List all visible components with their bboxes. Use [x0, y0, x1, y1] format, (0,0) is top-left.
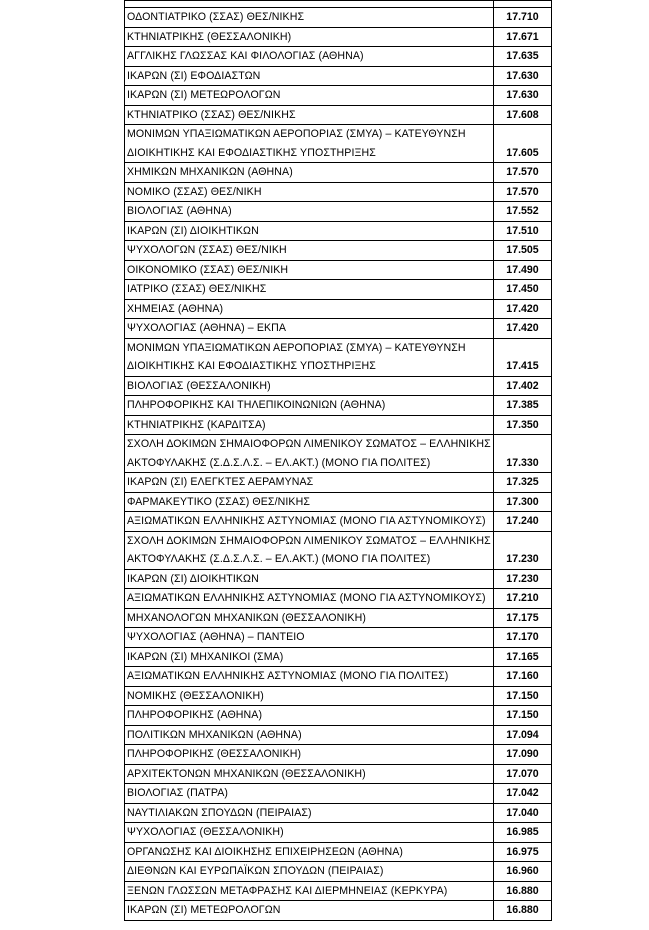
score-value: 17.300	[494, 492, 552, 512]
department-name: ΑΞΙΩΜΑΤΙΚΩΝ ΕΛΛΗΝΙΚΗΣ ΑΣΤΥΝΟΜΙΑΣ (ΜΟΝΟ ΓΙΑ ΠΟΛΙΤΕΣ)	[125, 667, 494, 687]
department-name: ΠΛΗΡΟΦΟΡΙΚΗΣ (ΘΕΣΣΑΛΟΝΙΚΗ)	[125, 745, 494, 765]
score-value: 17.420	[494, 299, 552, 319]
score-value: 17.094	[494, 725, 552, 745]
score-value: 17.608	[494, 105, 552, 125]
department-name: ΜΟΝΙΜΩΝ ΥΠΑΞΙΩΜΑΤΙΚΩΝ ΑΕΡΟΠΟΡΙΑΣ (ΣΜΥΑ) – ΚΑΤΕΥΘΥΝΣΗ ΔΙΟΙΚΗΤΙΚΗΣ ΚΑΙ ΕΦΟΔΙΑΣΤΙΚΗΣ ΥΠΟΣΤΗΡΙΞΗΣ	[125, 338, 494, 376]
department-name: ΜΗΧΑΝΟΛΟΓΩΝ ΜΗΧΑΝΙΚΩΝ (ΘΕΣΣΑΛΟΝΙΚΗ)	[125, 608, 494, 628]
department-name: ΟΙΚΟΝΟΜΙΚΟ (ΣΣΑΣ) ΘΕΣ/ΝΙΚΗ	[125, 260, 494, 280]
score-value: 17.350	[494, 415, 552, 435]
table-row	[125, 473, 552, 493]
department-name: ΙΑΤΡΙΚΟ (ΣΣΑΣ) ΘΕΣ/ΝΙΚΗΣ	[125, 280, 494, 300]
score-value: 17.490	[494, 260, 552, 280]
score-value: 17.385	[494, 396, 552, 416]
department-name: ΙΚΑΡΩΝ (ΣΙ) ΕΦΟΔΙΑΣΤΩΝ	[125, 66, 494, 86]
score-value: 16.975	[494, 842, 552, 862]
table-row	[125, 319, 552, 339]
table-row	[125, 27, 552, 47]
score-value: 17.510	[494, 221, 552, 241]
table-row	[125, 862, 552, 882]
department-name: ΞΕΝΩΝ ΓΛΩΣΣΩΝ ΜΕΤΑΦΡΑΣΗΣ ΚΑΙ ΔΙΕΡΜΗΝΕΙΑΣ (ΚΕΡΚΥΡΑ)	[125, 881, 494, 901]
table-row	[125, 667, 552, 687]
table-row	[125, 608, 552, 628]
table-row	[125, 47, 552, 67]
score-value: 17.635	[494, 47, 552, 67]
department-cell	[125, 1, 494, 8]
table-row	[125, 784, 552, 804]
score-value: 17.330	[494, 435, 552, 473]
department-name: ΠΟΛΙΤΙΚΩΝ ΜΗΧΑΝΙΚΩΝ (ΑΘΗΝΑ)	[125, 725, 494, 745]
department-name: ΟΔΟΝΤΙΑΤΡΙΚΟ (ΣΣΑΣ) ΘΕΣ/ΝΙΚΗΣ	[125, 8, 494, 28]
table-row	[125, 415, 552, 435]
results-table-container	[124, 0, 551, 921]
score-value: 17.040	[494, 803, 552, 823]
department-name: ΣΧΟΛΗ ΔΟΚΙΜΩΝ ΣΗΜΑΙΟΦΟΡΩΝ ΛΙΜΕΝΙΚΟΥ ΣΩΜΑΤΟΣ – ΕΛΛΗΝΙΚΗΣ ΑΚΤΟΦΥΛΑΚΗΣ (Σ.Δ.Σ.Λ.Σ. – ΕΛ.ΑΚΤ.) (ΜΟΝΟ ΓΙΑ ΠΟΛΙΤΕΣ)	[125, 531, 494, 569]
department-name: ΝΟΜΙΚΗΣ (ΘΕΣΣΑΛΟΝΙΚΗ)	[125, 686, 494, 706]
table-row	[125, 745, 552, 765]
department-name: ΧΗΜΕΙΑΣ (ΑΘΗΝΑ)	[125, 299, 494, 319]
department-name: ΠΛΗΡΟΦΟΡΙΚΗΣ ΚΑΙ ΤΗΛΕΠΙΚΟΙΝΩΝΙΩΝ (ΑΘΗΝΑ)	[125, 396, 494, 416]
score-value: 17.630	[494, 86, 552, 106]
department-name: ΨΥΧΟΛΟΓΙΑΣ (ΘΕΣΣΑΛΟΝΙΚΗ)	[125, 823, 494, 843]
table-row	[125, 647, 552, 667]
table-row	[125, 842, 552, 862]
department-name: ΔΙΕΘΝΩΝ ΚΑΙ ΕΥΡΩΠΑΪΚΩΝ ΣΠΟΥΔΩΝ (ΠΕΙΡΑΙΑΣ)	[125, 862, 494, 882]
score-value: 17.420	[494, 319, 552, 339]
table-row	[125, 725, 552, 745]
score-value: 17.710	[494, 8, 552, 28]
table-row	[125, 531, 552, 569]
department-name: ΙΚΑΡΩΝ (ΣΙ) ΔΙΟΙΚΗΤΙΚΩΝ	[125, 569, 494, 589]
score-value: 17.230	[494, 531, 552, 569]
table-row	[125, 376, 552, 396]
score-value: 17.150	[494, 686, 552, 706]
department-name: ΑΡΧΙΤΕΚΤΟΝΩΝ ΜΗΧΑΝΙΚΩΝ (ΘΕΣΣΑΛΟΝΙΚΗ)	[125, 764, 494, 784]
department-name: ΨΥΧΟΛΟΓΙΑΣ (ΑΘΗΝΑ) – ΠΑΝΤΕΙΟ	[125, 628, 494, 648]
score-value: 17.552	[494, 202, 552, 222]
table-row	[125, 764, 552, 784]
table-body	[125, 1, 552, 921]
department-name: ΧΗΜΙΚΩΝ ΜΗΧΑΝΙΚΩΝ (ΑΘΗΝΑ)	[125, 163, 494, 183]
table-row	[125, 66, 552, 86]
table-row	[125, 105, 552, 125]
table-row	[125, 396, 552, 416]
table-row	[125, 435, 552, 473]
table-row	[125, 221, 552, 241]
table-row	[125, 241, 552, 261]
department-name: ΑΞΙΩΜΑΤΙΚΩΝ ΕΛΛΗΝΙΚΗΣ ΑΣΤΥΝΟΜΙΑΣ (ΜΟΝΟ ΓΙΑ ΑΣΤΥΝΟΜΙΚΟΥΣ)	[125, 589, 494, 609]
table-row	[125, 260, 552, 280]
score-value: 17.630	[494, 66, 552, 86]
table-row	[125, 706, 552, 726]
score-value: 17.671	[494, 27, 552, 47]
department-name: ΑΞΙΩΜΑΤΙΚΩΝ ΕΛΛΗΝΙΚΗΣ ΑΣΤΥΝΟΜΙΑΣ (ΜΟΝΟ ΓΙΑ ΑΣΤΥΝΟΜΙΚΟΥΣ)	[125, 512, 494, 532]
score-value: 17.150	[494, 706, 552, 726]
department-name: ΝΟΜΙΚΟ (ΣΣΑΣ) ΘΕΣ/ΝΙΚΗ	[125, 182, 494, 202]
department-name: ΙΚΑΡΩΝ (ΣΙ) ΕΛΕΓΚΤΕΣ ΑΕΡΑΜΥΝΑΣ	[125, 473, 494, 493]
department-name: ΜΟΝΙΜΩΝ ΥΠΑΞΙΩΜΑΤΙΚΩΝ ΑΕΡΟΠΟΡΙΑΣ (ΣΜΥΑ) – ΚΑΤΕΥΘΥΝΣΗ ΔΙΟΙΚΗΤΙΚΗΣ ΚΑΙ ΕΦΟΔΙΑΣΤΙΚΗΣ ΥΠΟΣΤΗΡΙΞΗΣ	[125, 125, 494, 163]
department-name: ΒΙΟΛΟΓΙΑΣ (ΘΕΣΣΑΛΟΝΙΚΗ)	[125, 376, 494, 396]
department-name: ΑΓΓΛΙΚΗΣ ΓΛΩΣΣΑΣ ΚΑΙ ΦΙΛΟΛΟΓΙΑΣ (ΑΘΗΝΑ)	[125, 47, 494, 67]
table-row	[125, 589, 552, 609]
department-name: ΨΥΧΟΛΟΓΩΝ (ΣΣΑΣ) ΘΕΣ/ΝΙΚΗ	[125, 241, 494, 261]
table-row	[125, 803, 552, 823]
department-name: ΒΙΟΛΟΓΙΑΣ (ΑΘΗΝΑ)	[125, 202, 494, 222]
table-row	[125, 8, 552, 28]
table-row	[125, 202, 552, 222]
table-row-partial	[125, 1, 552, 8]
score-value: 17.165	[494, 647, 552, 667]
table-row	[125, 86, 552, 106]
table-row	[125, 492, 552, 512]
table-row	[125, 338, 552, 376]
table-row	[125, 569, 552, 589]
score-value: 17.070	[494, 764, 552, 784]
score-value: 16.880	[494, 901, 552, 921]
table-row	[125, 881, 552, 901]
department-name: ΟΡΓΑΝΩΣΗΣ ΚΑΙ ΔΙΟΙΚΗΣΗΣ ΕΠΙΧΕΙΡΗΣΕΩΝ (ΑΘΗΝΑ)	[125, 842, 494, 862]
department-name: ΒΙΟΛΟΓΙΑΣ (ΠΑΤΡΑ)	[125, 784, 494, 804]
department-name: ΠΛΗΡΟΦΟΡΙΚΗΣ (ΑΘΗΝΑ)	[125, 706, 494, 726]
cutoff-scores-table	[124, 0, 552, 921]
score-value: 17.325	[494, 473, 552, 493]
department-name: ΣΧΟΛΗ ΔΟΚΙΜΩΝ ΣΗΜΑΙΟΦΟΡΩΝ ΛΙΜΕΝΙΚΟΥ ΣΩΜΑΤΟΣ – ΕΛΛΗΝΙΚΗΣ ΑΚΤΟΦΥΛΑΚΗΣ (Σ.Δ.Σ.Λ.Σ. – ΕΛ.ΑΚΤ.) (ΜΟΝΟ ΓΙΑ ΠΟΛΙΤΕΣ)	[125, 435, 494, 473]
score-value: 17.505	[494, 241, 552, 261]
table-row	[125, 299, 552, 319]
department-name: ΙΚΑΡΩΝ (ΣΙ) ΜΕΤΕΩΡΟΛΟΓΩΝ	[125, 901, 494, 921]
score-value: 17.450	[494, 280, 552, 300]
score-value: 17.042	[494, 784, 552, 804]
score-value: 17.175	[494, 608, 552, 628]
department-name: ΦΑΡΜΑΚΕΥΤΙΚΟ (ΣΣΑΣ) ΘΕΣ/ΝΙΚΗΣ	[125, 492, 494, 512]
department-name: ΨΥΧΟΛΟΓΙΑΣ (ΑΘΗΝΑ) – ΕΚΠΑ	[125, 319, 494, 339]
department-name: ΙΚΑΡΩΝ (ΣΙ) ΔΙΟΙΚΗΤΙΚΩΝ	[125, 221, 494, 241]
score-value: 17.570	[494, 163, 552, 183]
table-row	[125, 280, 552, 300]
score-value: 17.570	[494, 182, 552, 202]
department-name: ΚΤΗΝΙΑΤΡΙΚΗΣ (ΚΑΡΔΙΤΣΑ)	[125, 415, 494, 435]
table-row	[125, 628, 552, 648]
score-value: 17.210	[494, 589, 552, 609]
department-name: ΚΤΗΝΙΑΤΡΙΚΗΣ (ΘΕΣΣΑΛΟΝΙΚΗ)	[125, 27, 494, 47]
table-row	[125, 182, 552, 202]
department-name: ΝΑΥΤΙΛΙΑΚΩΝ ΣΠΟΥΔΩΝ (ΠΕΙΡΑΙΑΣ)	[125, 803, 494, 823]
score-cell	[494, 1, 552, 8]
score-value: 17.170	[494, 628, 552, 648]
score-value: 16.880	[494, 881, 552, 901]
score-value: 16.985	[494, 823, 552, 843]
department-name: ΙΚΑΡΩΝ (ΣΙ) ΜΕΤΕΩΡΟΛΟΓΩΝ	[125, 86, 494, 106]
score-value: 17.605	[494, 125, 552, 163]
score-value: 17.160	[494, 667, 552, 687]
table-row	[125, 901, 552, 921]
table-row	[125, 686, 552, 706]
table-row	[125, 512, 552, 532]
table-row	[125, 163, 552, 183]
score-value: 17.230	[494, 569, 552, 589]
score-value: 17.240	[494, 512, 552, 532]
table-row	[125, 823, 552, 843]
table-row	[125, 125, 552, 163]
department-name: ΙΚΑΡΩΝ (ΣΙ) ΜΗΧΑΝΙΚΟΙ (ΣΜΑ)	[125, 647, 494, 667]
score-value: 17.090	[494, 745, 552, 765]
score-value: 16.960	[494, 862, 552, 882]
score-value: 17.402	[494, 376, 552, 396]
department-name: ΚΤΗΝΙΑΤΡΙΚΟ (ΣΣΑΣ) ΘΕΣ/ΝΙΚΗΣ	[125, 105, 494, 125]
score-value: 17.415	[494, 338, 552, 376]
